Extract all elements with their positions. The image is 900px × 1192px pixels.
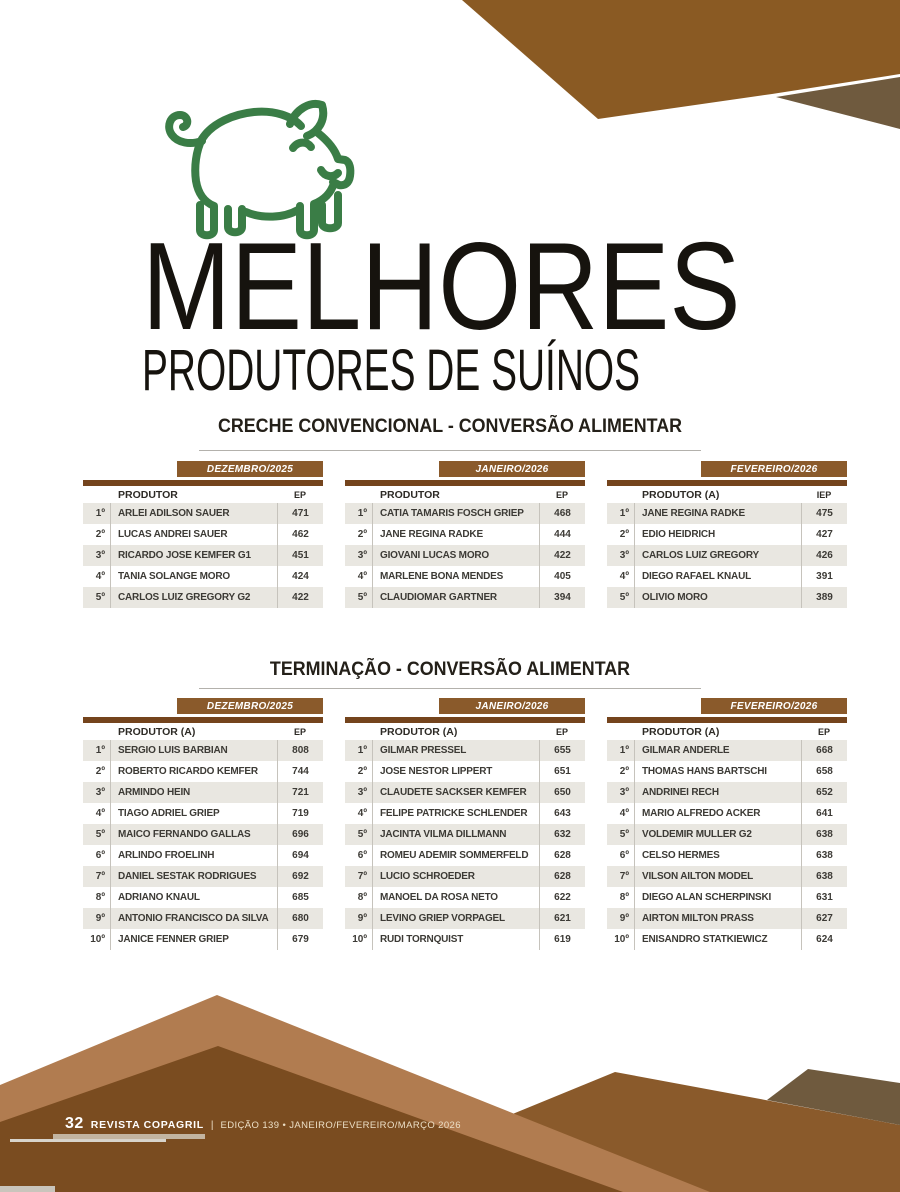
rank-cell: 10º <box>607 929 635 950</box>
table-row <box>607 908 847 929</box>
table-row <box>83 908 323 929</box>
table-row <box>607 545 847 566</box>
table-header-row <box>83 486 323 503</box>
rank-cell: 2º <box>345 524 373 545</box>
section-tables-creche <box>83 461 847 608</box>
producer-name-cell: AIRTON MILTON PRASS <box>642 913 754 924</box>
producer-column-header: PRODUTOR <box>380 488 440 501</box>
producer-name-cell: CELSO HERMES <box>642 850 720 861</box>
producer-name-cell: JOSE NESTOR LIPPERT <box>380 766 493 777</box>
ranking-table <box>83 461 323 608</box>
footer-underline <box>10 1139 166 1142</box>
table-row <box>83 761 323 782</box>
value-cell: 655 <box>539 740 585 761</box>
table-row <box>83 929 323 950</box>
value-cell: 462 <box>277 524 323 545</box>
value-cell: 624 <box>801 929 847 950</box>
value-cell: 627 <box>801 908 847 929</box>
pig-back <box>202 112 301 139</box>
edition-info: EDIÇÃO 139 • JANEIRO/FEVEREIRO/MARÇO 2026 <box>220 1120 461 1131</box>
table-row <box>83 740 323 761</box>
table-header-row <box>83 723 323 740</box>
month-tab <box>177 461 323 477</box>
producer-name-cell: CARLOS LUIZ GREGORY G2 <box>118 592 251 603</box>
table-row <box>83 545 323 566</box>
value-cell: 422 <box>539 545 585 566</box>
value-cell: 721 <box>277 782 323 803</box>
producer-name-cell: ANDRINEI RECH <box>642 787 719 798</box>
producer-name-cell: RUDI TORNQUIST <box>380 934 464 945</box>
value-cell: 638 <box>801 824 847 845</box>
value-column-header: EP <box>555 726 568 737</box>
value-cell: 424 <box>277 566 323 587</box>
producer-name-cell: TANIA SOLANGE MORO <box>118 571 230 582</box>
producer-name-cell: CATIA TAMARIS FOSCH GRIEP <box>380 508 524 519</box>
producer-column-header: PRODUTOR (A) <box>642 488 720 501</box>
producer-name-cell: MANOEL DA ROSA NETO <box>380 892 498 903</box>
value-cell: 422 <box>277 587 323 608</box>
table-row <box>83 524 323 545</box>
producer-column-header: PRODUTOR <box>118 488 178 501</box>
producer-name-cell: LUCIO SCHROEDER <box>380 871 475 882</box>
value-cell: 638 <box>801 845 847 866</box>
value-cell: 391 <box>801 566 847 587</box>
page-number: 32 <box>65 1115 84 1132</box>
bottom-decoration <box>0 960 900 1192</box>
value-cell: 641 <box>801 803 847 824</box>
value-cell: 427 <box>801 524 847 545</box>
producer-name-cell: ROMEU ADEMIR SOMMERFELD <box>380 850 529 861</box>
table-row <box>607 887 847 908</box>
pig-smile <box>321 170 338 176</box>
producer-name-cell: CARLOS LUIZ GREGORY <box>642 550 759 561</box>
rank-cell: 9º <box>83 908 111 929</box>
value-cell: 668 <box>801 740 847 761</box>
producer-name-cell: ARLINDO FROELINH <box>118 850 215 861</box>
table-row <box>83 803 323 824</box>
value-cell: 692 <box>277 866 323 887</box>
value-cell: 631 <box>801 887 847 908</box>
table-row <box>83 887 323 908</box>
table-row <box>345 803 585 824</box>
rank-cell: 3º <box>345 545 373 566</box>
producer-name-cell: VOLDEMIR MULLER G2 <box>642 829 752 840</box>
rank-cell: 3º <box>607 545 635 566</box>
rank-cell: 6º <box>83 845 111 866</box>
page-subtitle: PRODUTORES DE SUÍNOS <box>142 338 641 403</box>
table-row <box>607 524 847 545</box>
table-row <box>345 740 585 761</box>
value-cell: 622 <box>539 887 585 908</box>
rank-cell: 5º <box>607 587 635 608</box>
value-column-header: IEP <box>816 489 832 500</box>
producer-column-header: PRODUTOR (A) <box>642 725 720 738</box>
rank-cell: 4º <box>607 566 635 587</box>
producer-name-cell: JANE REGINA RADKE <box>380 529 483 540</box>
rank-cell: 2º <box>83 761 111 782</box>
table-header-row <box>607 486 847 503</box>
producer-name-cell: MARIO ALFREDO ACKER <box>642 808 761 819</box>
producer-name-cell: GILMAR ANDERLE <box>642 745 730 756</box>
table-row <box>345 503 585 524</box>
table-row <box>345 782 585 803</box>
producer-name-cell: VILSON AILTON MODEL <box>642 871 754 882</box>
month-label: DEZEMBRO/2025 <box>206 463 294 475</box>
section-rule <box>199 450 701 451</box>
producer-name-cell: ARLEI ADILSON SAUER <box>118 508 230 519</box>
value-cell: 426 <box>801 545 847 566</box>
value-cell: 468 <box>539 503 585 524</box>
producer-name-cell: LUCAS ANDREI SAUER <box>118 529 228 540</box>
table-row <box>345 866 585 887</box>
table-row <box>83 503 323 524</box>
table-header-row <box>345 486 585 503</box>
table-row <box>83 566 323 587</box>
table-header-row <box>607 723 847 740</box>
rank-cell: 1º <box>345 503 373 524</box>
rank-cell: 5º <box>345 587 373 608</box>
rank-cell: 3º <box>83 545 111 566</box>
producer-name-cell: ROBERTO RICARDO KEMFER <box>118 766 258 777</box>
producer-name-cell: LEVINO GRIEP VORPAGEL <box>380 913 505 924</box>
rank-cell: 7º <box>607 866 635 887</box>
month-label: FEVEREIRO/2026 <box>730 463 818 475</box>
rank-cell: 3º <box>83 782 111 803</box>
producer-name-cell: SERGIO LUIS BARBIAN <box>118 745 228 756</box>
rank-cell: 3º <box>345 782 373 803</box>
ranking-table <box>83 698 323 950</box>
table-row <box>345 824 585 845</box>
table-row <box>607 845 847 866</box>
value-cell: 651 <box>539 761 585 782</box>
producer-column-header: PRODUTOR (A) <box>118 725 196 738</box>
value-column-header: EP <box>817 726 830 737</box>
month-tab <box>177 698 323 714</box>
month-label: FEVEREIRO/2026 <box>730 700 818 712</box>
pig-tail <box>169 115 202 143</box>
rank-cell: 6º <box>607 845 635 866</box>
month-tab <box>701 698 847 714</box>
producer-name-cell: CLAUDETE SACKSER KEMFER <box>380 787 527 798</box>
producer-name-cell: ANTONIO FRANCISCO DA SILVA <box>118 913 269 924</box>
rank-cell: 5º <box>83 824 111 845</box>
producer-name-cell: ADRIANO KNAUL <box>118 892 200 903</box>
table-row <box>607 782 847 803</box>
value-cell: 405 <box>539 566 585 587</box>
value-cell: 389 <box>801 587 847 608</box>
ranking-table <box>345 698 585 950</box>
rank-cell: 8º <box>607 887 635 908</box>
rank-cell: 1º <box>83 503 111 524</box>
footer-separator: | <box>210 1120 214 1131</box>
value-cell: 680 <box>277 908 323 929</box>
producer-name-cell: JACINTA VILMA DILLMANN <box>380 829 507 840</box>
rank-cell: 4º <box>607 803 635 824</box>
table-row <box>345 587 585 608</box>
producer-name-cell: THOMAS HANS BARTSCHI <box>642 766 767 777</box>
value-cell: 621 <box>539 908 585 929</box>
rank-cell: 10º <box>83 929 111 950</box>
month-tab <box>701 461 847 477</box>
table-row <box>83 845 323 866</box>
value-cell: 808 <box>277 740 323 761</box>
rank-cell: 1º <box>607 503 635 524</box>
rank-cell: 8º <box>83 887 111 908</box>
rank-cell: 5º <box>607 824 635 845</box>
producer-name-cell: GIOVANI LUCAS MORO <box>380 550 489 561</box>
ranking-table <box>345 461 585 608</box>
top-corner-decoration <box>0 0 900 140</box>
table-row <box>83 587 323 608</box>
producer-name-cell: CLAUDIOMAR GARTNER <box>380 592 497 603</box>
footer-underline-accent <box>53 1134 205 1139</box>
value-cell: 643 <box>539 803 585 824</box>
producer-name-cell: JANE REGINA RADKE <box>642 508 745 519</box>
value-cell: 471 <box>277 503 323 524</box>
month-label: JANEIRO/2026 <box>475 700 549 712</box>
producer-name-cell: DIEGO ALAN SCHERPINSKI <box>642 892 772 903</box>
rank-cell: 3º <box>607 782 635 803</box>
table-row <box>345 545 585 566</box>
producer-column-header: PRODUTOR (A) <box>380 725 458 738</box>
rank-cell: 2º <box>345 761 373 782</box>
pig-belly <box>246 210 298 217</box>
rank-cell: 9º <box>345 908 373 929</box>
value-cell: 696 <box>277 824 323 845</box>
section-title-terminacao: TERMINAÇÃO - CONVERSÃO ALIMENTAR <box>269 659 631 680</box>
bottom-edge-strip <box>0 1186 55 1192</box>
section-rule <box>199 688 701 689</box>
rank-cell: 6º <box>345 845 373 866</box>
table-row <box>607 866 847 887</box>
rank-cell: 1º <box>607 740 635 761</box>
producer-name-cell: RICARDO JOSE KEMFER G1 <box>118 550 251 561</box>
rank-cell: 1º <box>345 740 373 761</box>
table-row <box>83 782 323 803</box>
producer-name-cell: TIAGO ADRIEL GRIEP <box>118 808 220 819</box>
section-title-creche: CRECHE CONVENCIONAL - CONVERSÃO ALIMENTAR <box>217 416 683 437</box>
section-tables-terminacao <box>83 698 847 950</box>
table-row <box>607 803 847 824</box>
table-row <box>345 845 585 866</box>
table-row <box>607 761 847 782</box>
rank-cell: 1º <box>83 740 111 761</box>
rank-cell: 7º <box>345 866 373 887</box>
value-cell: 694 <box>277 845 323 866</box>
value-cell: 652 <box>801 782 847 803</box>
table-row <box>345 524 585 545</box>
table-row <box>607 740 847 761</box>
pig-eye <box>293 143 311 148</box>
magazine-name: REVISTA COPAGRIL <box>90 1119 204 1131</box>
table-row <box>345 887 585 908</box>
rank-cell: 2º <box>607 761 635 782</box>
value-cell: 685 <box>277 887 323 908</box>
table-row <box>345 566 585 587</box>
producer-name-cell: EDIO HEIDRICH <box>642 529 715 540</box>
table-header-row <box>345 723 585 740</box>
table-row <box>83 866 323 887</box>
producer-name-cell: JANICE FENNER GRIEP <box>118 934 229 945</box>
month-label: DEZEMBRO/2025 <box>206 700 294 712</box>
producer-name-cell: MARLENE BONA MENDES <box>380 571 504 582</box>
rank-cell: 5º <box>345 824 373 845</box>
producer-name-cell: ARMINDO HEIN <box>118 787 191 798</box>
table-row <box>607 587 847 608</box>
value-cell: 628 <box>539 866 585 887</box>
month-tab <box>439 461 585 477</box>
value-cell: 444 <box>539 524 585 545</box>
producer-name-cell: ENISANDRO STATKIEWICZ <box>642 934 768 945</box>
producer-name-cell: DIEGO RAFAEL KNAUL <box>642 571 751 582</box>
value-cell: 744 <box>277 761 323 782</box>
rank-cell: 4º <box>345 566 373 587</box>
producer-name-cell: OLIVIO MORO <box>642 592 708 603</box>
month-tab <box>439 698 585 714</box>
table-row <box>345 761 585 782</box>
table-row <box>607 824 847 845</box>
producer-name-cell: MAICO FERNANDO GALLAS <box>118 829 251 840</box>
value-cell: 628 <box>539 845 585 866</box>
value-cell: 719 <box>277 803 323 824</box>
rank-cell: 10º <box>345 929 373 950</box>
value-cell: 394 <box>539 587 585 608</box>
value-cell: 679 <box>277 929 323 950</box>
ranking-table <box>607 698 847 950</box>
month-label: JANEIRO/2026 <box>475 463 549 475</box>
value-cell: 638 <box>801 866 847 887</box>
page-title: MELHORES <box>142 218 741 356</box>
rank-cell: 2º <box>607 524 635 545</box>
table-row <box>345 929 585 950</box>
rank-cell: 4º <box>345 803 373 824</box>
value-cell: 619 <box>539 929 585 950</box>
table-row <box>83 824 323 845</box>
value-column-header: EP <box>293 726 306 737</box>
producer-name-cell: GILMAR PRESSEL <box>380 745 467 756</box>
rank-cell: 7º <box>83 866 111 887</box>
page-footer <box>65 1115 461 1133</box>
value-column-header: EP <box>555 489 568 500</box>
table-row <box>607 929 847 950</box>
rank-cell: 4º <box>83 566 111 587</box>
rank-cell: 8º <box>345 887 373 908</box>
value-column-header: EP <box>293 489 306 500</box>
table-row <box>607 503 847 524</box>
table-row <box>607 566 847 587</box>
value-cell: 658 <box>801 761 847 782</box>
value-cell: 451 <box>277 545 323 566</box>
value-cell: 632 <box>539 824 585 845</box>
value-cell: 650 <box>539 782 585 803</box>
producer-name-cell: DANIEL SESTAK RODRIGUES <box>118 871 257 882</box>
ranking-table <box>607 461 847 608</box>
rank-cell: 9º <box>607 908 635 929</box>
table-row <box>345 908 585 929</box>
rank-cell: 2º <box>83 524 111 545</box>
producer-name-cell: FELIPE PATRICKE SCHLENDER <box>380 808 528 819</box>
value-cell: 475 <box>801 503 847 524</box>
rank-cell: 4º <box>83 803 111 824</box>
rank-cell: 5º <box>83 587 111 608</box>
